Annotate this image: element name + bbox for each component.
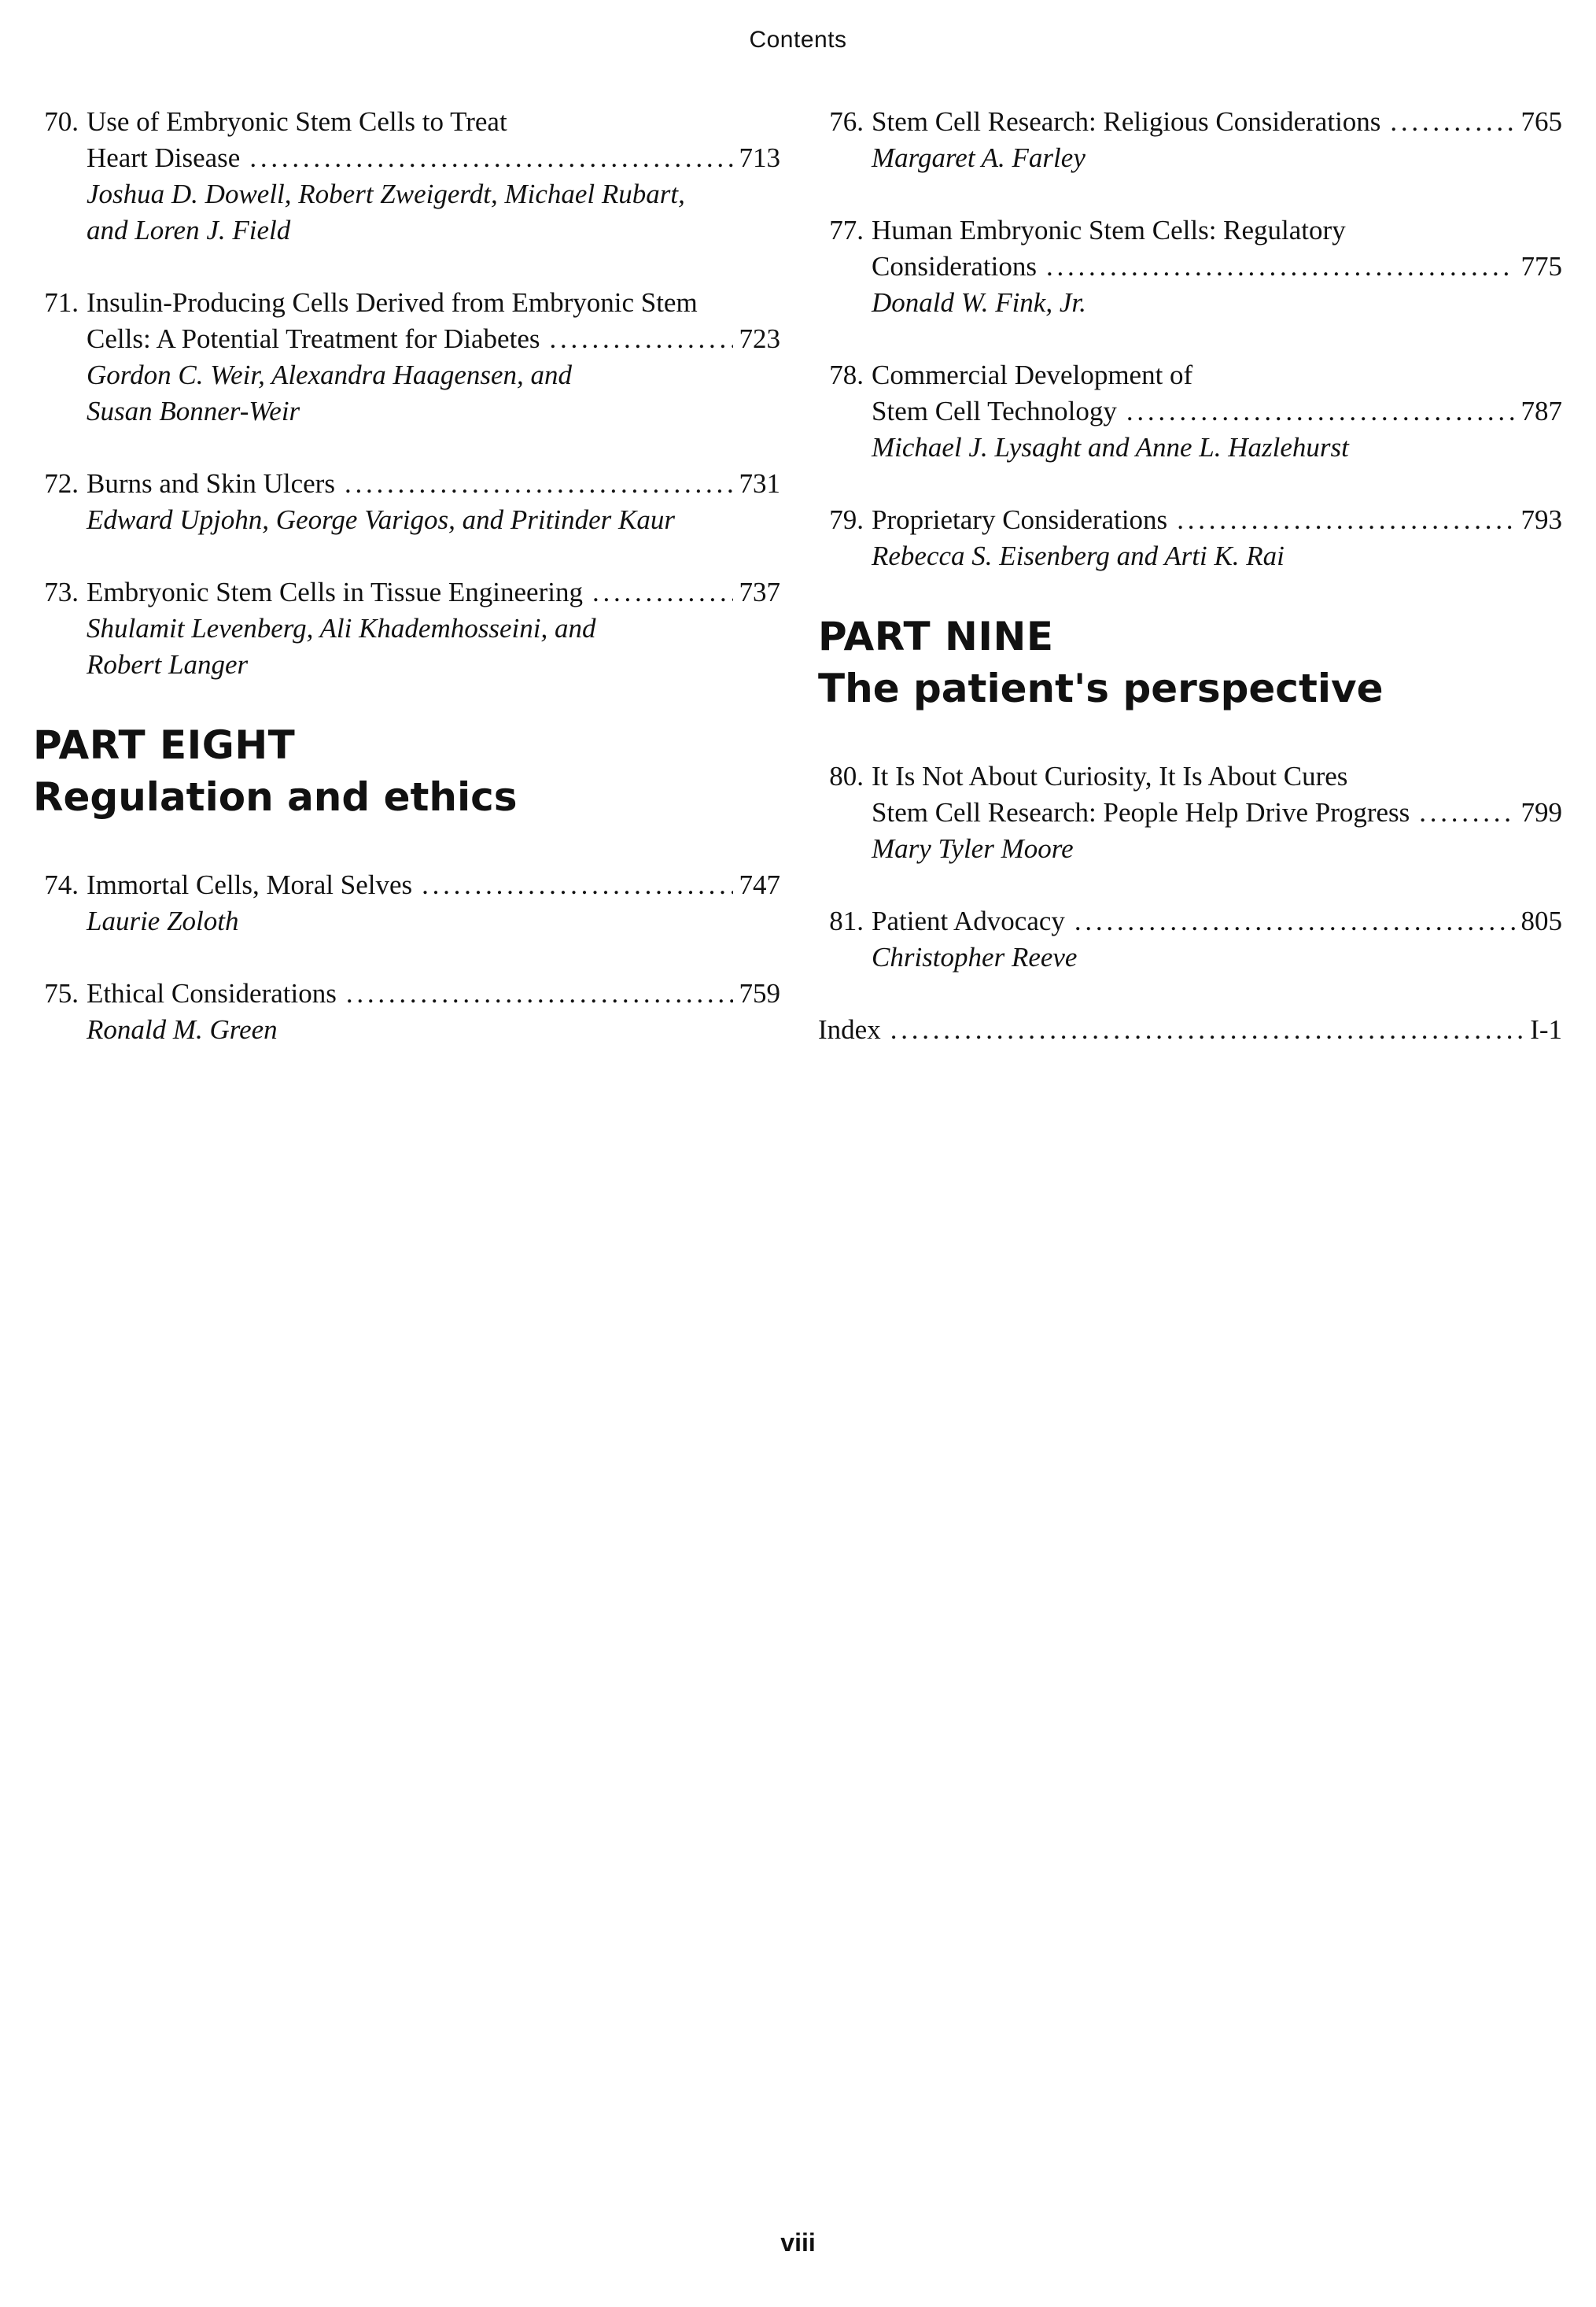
- chapter-title-line: Heart Disease: [87, 142, 241, 173]
- part-heading: [818, 611, 1562, 714]
- toc-entry[interactable]: [33, 104, 780, 249]
- toc-entry[interactable]: [818, 903, 1562, 976]
- chapter-authors: Laurie Zoloth: [87, 906, 239, 936]
- chapter-number: 72.: [44, 468, 79, 499]
- dot-leader: [345, 466, 733, 502]
- part-label: PART EIGHT: [33, 722, 296, 768]
- dot-leader: [249, 140, 732, 176]
- chapter-title-line: Burns and Skin Ulcers: [87, 468, 335, 499]
- dot-leader: [422, 867, 732, 903]
- dot-leader: [346, 976, 733, 1012]
- chapter-authors: Christopher Reeve: [872, 942, 1078, 973]
- chapter-title-line: Proprietary Considerations: [872, 504, 1168, 535]
- chapter-number: 81.: [829, 906, 864, 936]
- index-entry[interactable]: [818, 1012, 1562, 1048]
- page-number: 765: [1520, 106, 1562, 137]
- chapter-title-line: Insulin-Producing Cells Derived from Embryonic Stem: [87, 287, 698, 318]
- page-number: 731: [739, 468, 780, 499]
- chapter-title-line: Ethical Considerations: [87, 978, 337, 1009]
- page-number: 775: [1520, 251, 1562, 282]
- chapter-number: 70.: [44, 106, 79, 137]
- part-title: The patient's perspective: [818, 666, 1384, 711]
- chapter-authors: Edward Upjohn, George Varigos, and Pritinder Kaur: [87, 504, 675, 535]
- page-number: 713: [739, 142, 780, 173]
- chapter-number: 74.: [44, 869, 79, 900]
- toc-entry[interactable]: [818, 357, 1562, 466]
- index-label: Index: [818, 1014, 881, 1045]
- chapter-title-line: It Is Not About Curiosity, It Is About Cures: [872, 761, 1348, 792]
- chapter-number: 77.: [829, 215, 864, 245]
- chapter-authors: Donald W. Fink, Jr.: [872, 287, 1086, 318]
- toc-entry[interactable]: [818, 502, 1562, 574]
- chapter-title-line: Patient Advocacy: [872, 906, 1065, 936]
- chapter-title-line: Stem Cell Technology: [872, 396, 1117, 426]
- chapter-authors: Joshua D. Dowell, Robert Zweigerdt, Michael Rubart,: [87, 179, 685, 209]
- chapter-title-line: Cells: A Potential Treatment for Diabetes: [87, 323, 540, 354]
- page-number: 805: [1520, 906, 1562, 936]
- chapter-number: 71.: [44, 287, 79, 318]
- toc-entry[interactable]: [33, 867, 780, 939]
- index-page-number: I-1: [1530, 1014, 1562, 1045]
- toc-entry[interactable]: [33, 466, 780, 538]
- entries-group: [818, 104, 1562, 574]
- chapter-authors: Shulamit Levenberg, Ali Khademhosseini, and: [87, 613, 596, 644]
- dot-leader: [1177, 502, 1514, 538]
- entries-group: [33, 867, 780, 1048]
- chapter-authors: Gordon C. Weir, Alexandra Haagensen, and: [87, 360, 573, 390]
- toc-entry[interactable]: [818, 212, 1562, 321]
- chapter-title-line: Considerations: [872, 251, 1037, 282]
- dot-leader: [1390, 104, 1514, 140]
- chapter-authors: Robert Langer: [87, 649, 249, 680]
- part-label: PART NINE: [818, 614, 1054, 659]
- chapter-authors: Ronald M. Green: [87, 1014, 278, 1045]
- dot-leader: [1074, 903, 1515, 939]
- chapter-number: 80.: [829, 761, 864, 792]
- dot-leader: [890, 1012, 1524, 1048]
- toc-right-column: [818, 104, 1562, 1048]
- dot-leader: [549, 321, 732, 357]
- running-head: Contents: [749, 27, 847, 53]
- chapter-title-line: Use of Embryonic Stem Cells to Treat: [87, 106, 507, 137]
- chapter-number: 75.: [44, 978, 79, 1009]
- page-number: 787: [1520, 396, 1562, 426]
- chapter-title-line: Stem Cell Research: People Help Drive Progress: [872, 797, 1410, 828]
- chapter-authors: Rebecca S. Eisenberg and Arti K. Rai: [872, 541, 1285, 571]
- page-number: 759: [739, 978, 780, 1009]
- page-number: 723: [739, 323, 780, 354]
- chapter-number: 79.: [829, 504, 864, 535]
- toc-entry[interactable]: [33, 976, 780, 1048]
- chapter-authors: Michael J. Lysaght and Anne L. Hazlehurst: [872, 432, 1349, 463]
- page-number: 737: [739, 577, 780, 607]
- chapter-authors: and Loren J. Field: [87, 215, 291, 245]
- toc-entry[interactable]: [818, 104, 1562, 176]
- chapter-title-line: Commercial Development of: [872, 360, 1193, 390]
- chapter-title-line: Human Embryonic Stem Cells: Regulatory: [872, 215, 1346, 245]
- chapter-authors: Margaret A. Farley: [872, 142, 1086, 173]
- part-heading: [33, 719, 780, 823]
- chapter-title-line: Immortal Cells, Moral Selves: [87, 869, 413, 900]
- entries-group: [33, 104, 780, 683]
- dot-leader: [592, 574, 733, 611]
- toc-entry[interactable]: [33, 285, 780, 430]
- toc-entry[interactable]: [818, 759, 1562, 867]
- chapter-authors: Susan Bonner-Weir: [87, 396, 300, 426]
- dot-leader: [1126, 393, 1515, 430]
- chapter-number: 76.: [829, 106, 864, 137]
- page-number: 799: [1520, 797, 1562, 828]
- chapter-number: 73.: [44, 577, 79, 607]
- chapter-title-line: Stem Cell Research: Religious Considerations: [872, 106, 1381, 137]
- dot-leader: [1419, 795, 1514, 831]
- toc-left-column: [33, 104, 780, 1084]
- chapter-authors: Mary Tyler Moore: [872, 833, 1074, 864]
- page-number: 793: [1520, 504, 1562, 535]
- entries-group: [818, 759, 1562, 976]
- part-title: Regulation and ethics: [33, 774, 518, 820]
- page-folio: viii: [780, 2228, 816, 2257]
- chapter-title-line: Embryonic Stem Cells in Tissue Engineering: [87, 577, 583, 607]
- toc-entry[interactable]: [33, 574, 780, 683]
- page-number: 747: [739, 869, 780, 900]
- chapter-number: 78.: [829, 360, 864, 390]
- dot-leader: [1046, 249, 1515, 285]
